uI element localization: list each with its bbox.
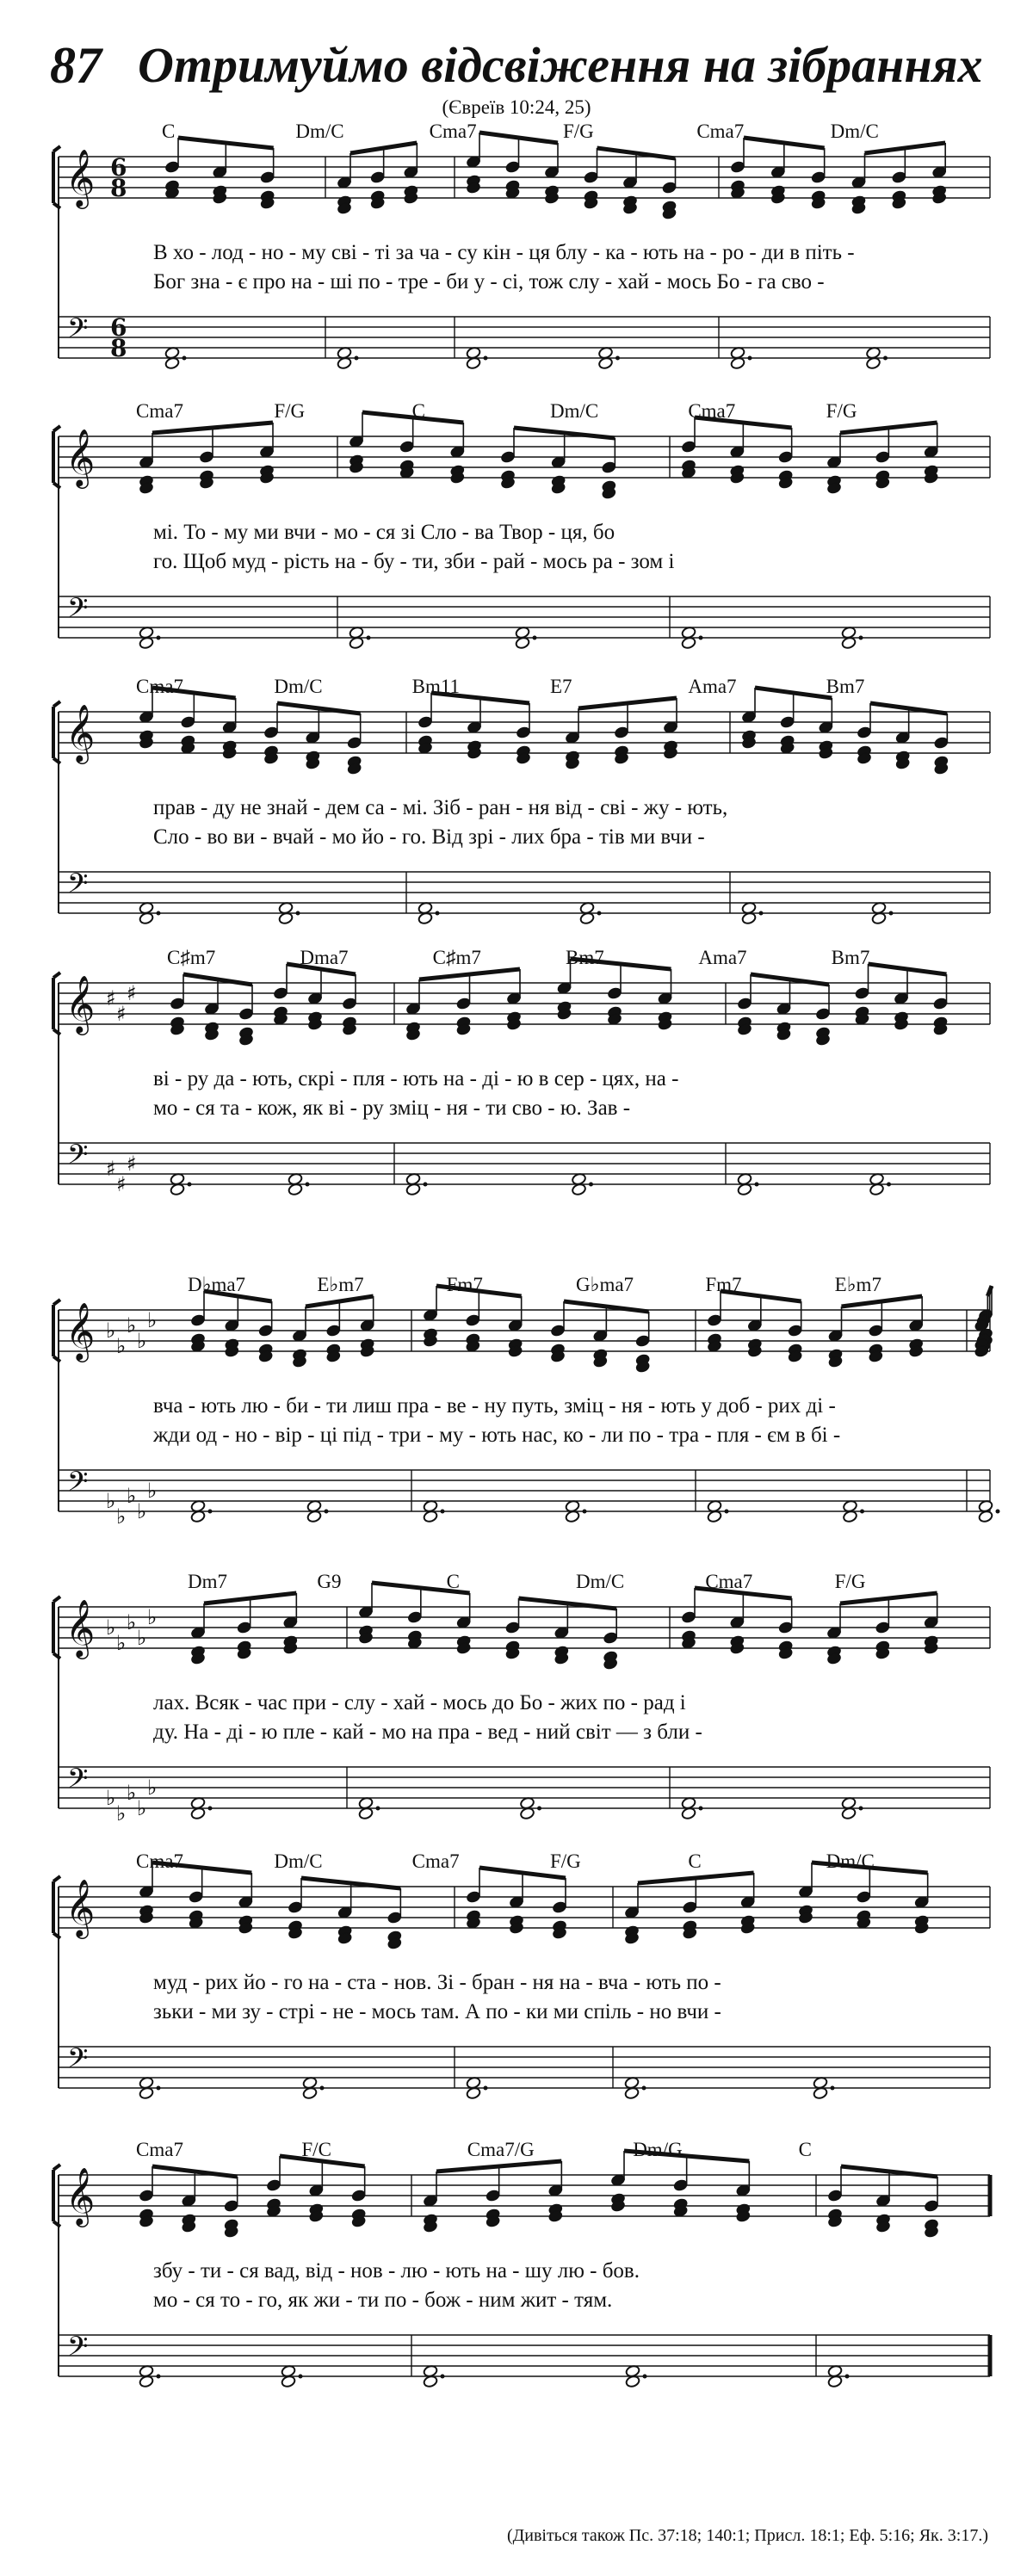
key-sharp-icon: ♯ [127,981,137,1005]
dot [484,2086,488,2091]
song-title: Отримуймо відсвіження на зібраннях [138,37,983,93]
chord-symbol: F/C [301,2139,331,2160]
chord-symbol: Cma7 [688,400,736,422]
key-flat-icon: ♭ [127,1313,137,1337]
dot [325,1510,329,1514]
chord-symbol: Cma7 [429,120,477,142]
chord-symbol: G♭ma7 [576,1274,634,1295]
dot [845,2375,850,2379]
dot [157,636,161,640]
treble-clef-icon: 𝄞 [65,1598,96,1657]
chord-symbol: Cma7 [696,120,745,142]
treble-clef-icon: 𝄞 [65,1301,96,1360]
chord-symbol: F/G [274,400,306,422]
key-flat-icon: ♭ [106,1786,116,1810]
treble-clef-icon: 𝄞 [65,428,96,486]
dot [376,1807,380,1811]
bass-staff [59,2335,990,2376]
treble-clef-icon: 𝄞 [65,148,96,207]
dot [188,1183,192,1187]
chord-symbol: C♯m7 [432,947,481,968]
lyric-line-2: Сло - во ви - вчай - мо йо - го. Від зрі - лих бра - тів ми вчи - [153,825,705,849]
key-flat-icon: ♭ [127,1610,137,1634]
treble-staff [59,157,990,198]
chord-symbol: E7 [550,676,572,697]
dot [883,356,888,361]
lyric-line-2: го. Щоб муд - рість на - бу - ти, зби - рай - мось ра - зом і [153,550,675,573]
chord-symbol: F/G [826,400,857,422]
chord-symbol: Dm7 [188,1571,227,1592]
chord-symbol: Bm11 [411,676,461,697]
chord-symbol: E♭m7 [834,1274,881,1295]
dot [759,911,764,916]
chord-symbol: F/G [563,120,594,142]
treble-staff [59,436,990,478]
chord-symbol: Fm7 [705,1274,742,1295]
dot [157,2086,161,2091]
dot [583,1510,587,1514]
dot [643,2375,647,2379]
key-flat-icon: ♭ [106,1615,116,1640]
chord-symbol: C [162,120,176,142]
dot [642,2086,646,2091]
key-flat-icon: ♭ [147,1605,158,1629]
key-flat-icon: ♭ [137,1499,147,1523]
lyric-line-1: мі. То - му ми вчи - мо - ся зі Сло - ва Твор - ця, бо [153,521,615,544]
lyric-line-1: лах. Всяк - час при - слу - хай - мось до Бо - жих по - рад і [153,1691,686,1714]
chord-symbol: Cma7/G [467,2139,535,2160]
key-flat-icon: ♭ [127,1484,137,1508]
treble-clef-icon: 𝄞 [65,2166,96,2225]
dot [533,636,537,640]
bass-clef-icon: 𝄢 [67,868,89,905]
chord-symbol: F/G [834,1571,866,1592]
lyric-line-1: В хо - лод - но - му сві - ті за ча - су кін - ця блу - ка - ють на - ро - ди в піть - [153,241,855,264]
dot [182,356,187,361]
chord-symbol: C♯m7 [167,947,216,968]
key-flat-icon: ♭ [147,1479,158,1503]
bass-clef-icon: 𝄢 [67,1466,89,1504]
dot [859,1807,863,1811]
bass-clef-icon: 𝄢 [67,312,89,350]
chord-symbol: D♭ma7 [188,1274,246,1295]
lyric-line-1: збу - ти - ся вад, від - нов - лю - ють на - шу лю - бов. [153,2259,640,2283]
lyric-line-1: муд - рих йо - го на - ста - нов. Зі - бран - ня на - вча - ють по - [153,1971,721,1994]
dot [889,911,894,916]
chord-symbol: Dm/C [274,676,323,697]
key-sharp-icon: ♯ [127,1152,137,1176]
key-flat-icon: ♭ [116,1504,127,1529]
bass-clef-icon: 𝄢 [67,592,89,630]
key-sharp-icon: ♯ [106,1157,116,1181]
lyric-line-1: ві - ру да - ють, скрі - пля - ють на - ді - ю в сер - цях, на - [153,1067,679,1090]
chord-symbol: Fm7 [446,1274,483,1295]
chord-symbol: Cma7 [411,1850,460,1872]
dot [996,1510,1000,1514]
bass-clef-icon: 𝄢 [67,1139,89,1177]
dot [355,356,359,361]
dot [859,636,863,640]
chord-symbol: Dm/C [550,400,599,422]
lyric-line-2: жди од - но - вір - ці під - три - му - ють нас, ко - ли по - тра - пля - єм в бі - [153,1424,841,1447]
dot [296,911,300,916]
lyric-line-1: вча - ють лю - би - ти лиш пра - ве - ну путь, зміц - ня - ють у доб - рих ді - [153,1394,836,1418]
chord-symbol: Dm/C [295,120,344,142]
key-flat-icon: ♭ [137,1626,147,1650]
chord-symbol: G9 [317,1571,342,1592]
chord-symbol: E♭m7 [317,1274,364,1295]
time-signature: 6 [110,153,127,182]
chord-symbol: C [798,2139,812,2160]
time-signature: 8 [110,334,127,362]
lyric-line-2: мо - ся то - го, як жи - ти по - бож - ним жит - тям. [153,2289,613,2312]
bass-staff [59,872,990,913]
chord-symbol: Dm/G [633,2139,683,2160]
dot [615,356,620,361]
key-flat-icon: ♭ [106,1489,116,1513]
key-flat-icon: ♭ [116,1801,127,1825]
bass-clef-icon: 𝄢 [67,2331,89,2369]
dot [208,1510,213,1514]
lyric-line-2: ду. На - ді - ю пле - кай - мо на пра - вед - ний світ — з бли - [153,1720,702,1744]
dot [589,1183,593,1187]
lyric-line-2: Бог зна - є про на - ші по - тре - би у - сі, тож слу - хай - мось Бо - га сво - [153,270,825,293]
dot [441,2375,445,2379]
dot [699,1807,703,1811]
song-number: 87 [50,37,102,94]
dot [484,356,488,361]
dot [299,2375,303,2379]
key-flat-icon: ♭ [127,1781,137,1805]
dot [157,911,161,916]
dot [441,1510,445,1514]
dot [860,1510,864,1514]
dot [208,1807,213,1811]
chord-symbol: C [446,1571,460,1592]
dot [887,1183,891,1187]
lyric-line-1: прав - ду не знай - дем са - мі. Зіб - ран - ня від - сві - жу - ють, [153,796,728,819]
chord-symbol: C [411,400,425,422]
chord-symbol: Ama7 [688,676,737,697]
time-signature: 6 [110,313,127,342]
chord-symbol: Dm/C [576,1571,625,1592]
bass-clef-icon: 𝄢 [67,1763,89,1801]
chord-symbol: Dm/C [826,1850,875,1872]
key-flat-icon: ♭ [147,1308,158,1332]
dot [597,911,602,916]
chord-symbol: Bm7 [826,676,865,697]
chord-symbol: Dm/C [274,1850,323,1872]
key-sharp-icon: ♯ [116,1172,127,1196]
key-flat-icon: ♭ [137,1329,147,1353]
lyric-line-2: зьки - ми зу - стрі - не - мось там. А по - ки ми спіль - но вчи - [153,2000,721,2023]
key-flat-icon: ♭ [147,1776,158,1800]
chord-symbol: Bm7 [566,947,604,968]
dot [306,1183,310,1187]
treble-clef-icon: 𝄞 [65,703,96,762]
footnote: (Дивіться також Пс. 37:18; 140:1; Присл. 18:1; Еф. 5:16; Як. 3:17.) [506,2526,988,2545]
bass-staff [59,317,990,358]
dot [725,1510,729,1514]
bass-clef-icon: 𝄢 [67,2042,89,2080]
dot [320,2086,325,2091]
chord-symbol: Cma7 [136,676,183,697]
chord-symbol: Cma7 [705,1571,753,1592]
chord-symbol: Cma7 [136,2139,183,2160]
key-flat-icon: ♭ [116,1631,127,1655]
chord-symbol: Bm7 [831,947,870,968]
lyric-line-2: мо - ся та - кож, як ві - ру зміц - ня - ти сво - ю. Зав - [153,1096,631,1120]
chord-symbol: C [688,1850,702,1872]
dot [367,636,371,640]
chord-symbol: Dma7 [300,947,349,968]
chord-symbol: Cma7 [136,1850,183,1872]
dot [424,1183,428,1187]
key-flat-icon: ♭ [137,1796,147,1820]
treble-clef-icon: 𝄞 [65,974,96,1033]
dot [831,2086,835,2091]
key-flat-icon: ♭ [106,1319,116,1343]
bass-staff [59,2047,990,2088]
dot [699,636,703,640]
key-sharp-icon: ♯ [106,986,116,1010]
time-signature: 8 [110,174,127,202]
chord-symbol: Cma7 [136,400,183,422]
treble-staff [59,2175,990,2216]
chord-symbol: Ama7 [698,947,747,968]
dot [436,911,440,916]
treble-staff [59,983,990,1024]
dot [748,356,752,361]
treble-clef-icon: 𝄞 [65,1878,96,1937]
dot [537,1807,541,1811]
key-flat-icon: ♭ [116,1334,127,1358]
chord-symbol: F/G [550,1850,581,1872]
chord-symbol: Dm/C [830,120,879,142]
key-sharp-icon: ♯ [116,1002,127,1026]
dot [755,1183,759,1187]
scripture-reference: (Євреїв 10:24, 25) [442,96,591,118]
dot [157,2375,161,2379]
bass-staff [59,1143,990,1184]
